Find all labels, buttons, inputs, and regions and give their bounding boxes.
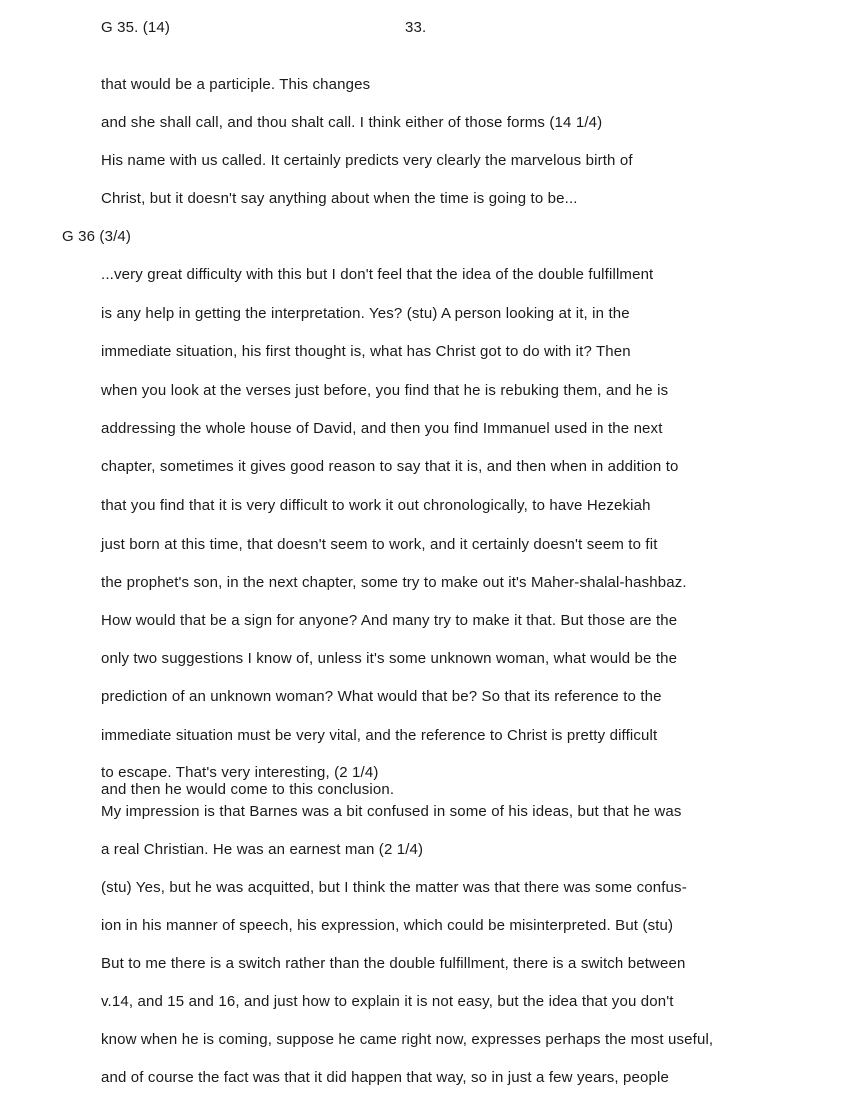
text-line: only two suggestions I know of, unless it's some unknown woman, what would be the — [101, 650, 678, 667]
text-line: addressing the whole house of David, and then you find Immanuel used in the next — [101, 420, 663, 437]
text-line: immediate situation, his first thought is, what has Christ got to do with it? Then — [101, 343, 631, 360]
text-line: ion in his manner of speech, his expression, which could be misinterpreted. But (stu) — [101, 917, 674, 934]
text-line: My impression is that Barnes was a bit confused in some of his ideas, but that he was — [101, 803, 682, 820]
text-line: How would that be a sign for anyone? And many try to make it that. But those are the — [101, 612, 678, 629]
text-line: ...very great difficulty with this but I don't feel that the idea of the double fulfillment — [101, 266, 654, 283]
text-line: the prophet's son, in the next chapter, some try to make out it's Maher-shalal-hashbaz. — [101, 574, 687, 591]
text-line: (stu) Yes, but he was acquitted, but I think the matter was that there was some confus- — [101, 879, 687, 896]
text-line: that would be a participle. This changes — [101, 76, 371, 93]
text-line: and she shall call, and thou shalt call. I think either of those forms (14 1/4) — [101, 114, 603, 131]
text-line: and of course the fact was that it did happen that way, so in just a few years, people — [101, 1069, 669, 1086]
text-line: a real Christian. He was an earnest man (2 1/4) — [101, 841, 424, 858]
text-line: and then he would come to this conclusion. — [101, 781, 395, 798]
section-label: G 36 (3/4) — [62, 228, 132, 245]
text-line: just born at this time, that doesn't seem to work, and it certainly doesn't seem to fit — [101, 536, 658, 553]
header-reference: G 35. (14) — [101, 19, 171, 36]
text-line: is any help in getting the interpretation. Yes? (stu) A person looking at it, in the — [101, 305, 630, 322]
text-line: that you find that it is very difficult to work it out chronologically, to have Hezekiah — [101, 497, 651, 514]
text-line: His name with us called. It certainly predicts very clearly the marvelous birth of — [101, 152, 633, 169]
page-number: 33. — [405, 19, 427, 36]
text-line: immediate situation must be very vital, and the reference to Christ is pretty difficult — [101, 727, 658, 744]
text-line: But to me there is a switch rather than the double fulfillment, there is a switch between — [101, 955, 686, 972]
text-line: when you look at the verses just before, you find that he is rebuking them, and he is — [101, 382, 669, 399]
text-line: prediction of an unknown woman? What would that be? So that its reference to the — [101, 688, 662, 705]
text-line: v.14, and 15 and 16, and just how to explain it is not easy, but the idea that you don't — [101, 993, 674, 1010]
text-line: Christ, but it doesn't say anything about when the time is going to be... — [101, 190, 578, 207]
text-line: chapter, sometimes it gives good reason to say that it is, and then when in addition to — [101, 458, 679, 475]
text-line: know when he is coming, suppose he came right now, expresses perhaps the most useful, — [101, 1031, 714, 1048]
text-line: to escape. That's very interesting, (2 1/4) — [101, 764, 379, 781]
